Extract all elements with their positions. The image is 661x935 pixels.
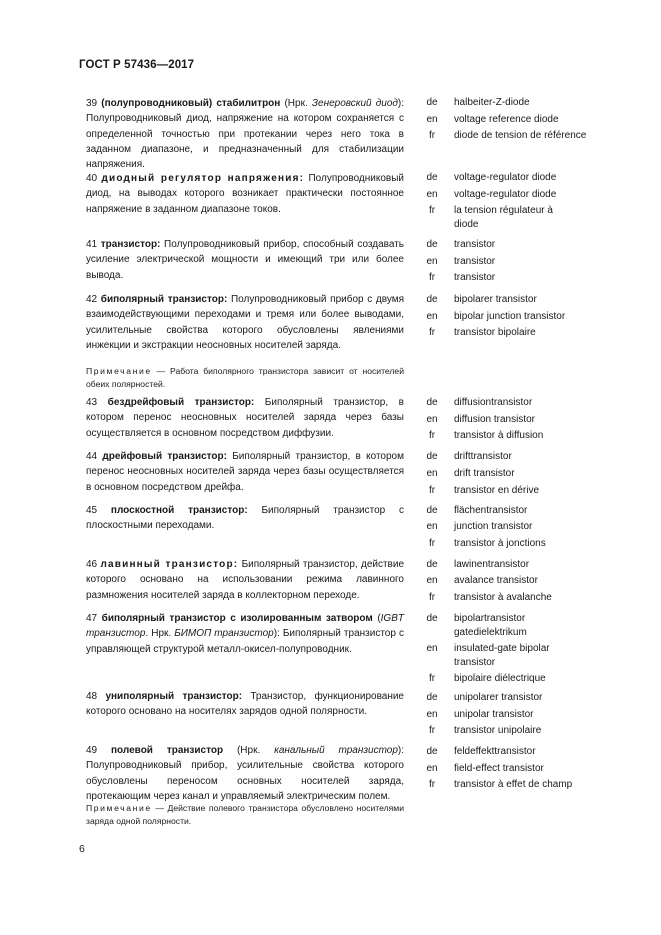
lang-code: de <box>426 397 438 408</box>
term-pre: (Нрк. <box>223 745 275 756</box>
term-title: плоскостной транзистор: <box>110 505 248 516</box>
term-title: униполярный транзистор: <box>105 691 243 702</box>
term-synonym-2: БИМОП транзистор <box>174 628 274 640</box>
term-number: 40 <box>86 173 98 184</box>
term-definition: Биполярный транзистор, действие которого основано на использовании режима лавинного размножения носителей заряда в коллекторном переходе. <box>86 559 405 601</box>
note-42 <box>86 365 404 391</box>
lang-code: de <box>426 613 438 624</box>
translation-text: transistor <box>454 272 496 283</box>
translation-text: transistor à diffusion <box>454 430 544 441</box>
lang-code: de <box>426 746 438 757</box>
lang-code: fr <box>428 130 436 141</box>
term-title: дрейфовый транзистор: <box>102 451 227 462</box>
term-entry-47 <box>86 611 404 657</box>
term-definition: Полупроводниковый прибор, способный создавать усиление электрической мощности и имеющий три или более вывода. <box>86 239 405 281</box>
term-definition: Биполярный транзистор с плоскостными переходами. <box>86 505 405 532</box>
lang-code: fr <box>428 272 436 283</box>
translation-text: voltage-regulator diode <box>454 172 557 183</box>
term-title: лавинный транзистор: <box>100 559 239 570</box>
translation-text: transistor en dérive <box>454 485 540 496</box>
term-entry-43 <box>86 395 404 441</box>
translation-text: la tension régulateur à diode <box>454 205 553 230</box>
lang-code: de <box>426 451 438 462</box>
lang-code: en <box>426 643 438 654</box>
term-synonym: канальный транзистор <box>274 745 398 756</box>
term-entry-39 <box>86 96 404 172</box>
translation-text: bipolartransistor gatedielektrikum <box>454 613 527 638</box>
term-title: (полупроводниковый) стабилитрон <box>101 98 281 109</box>
translation-text: diode de tension de référence <box>454 130 587 141</box>
term-definition: Биполярный транзистор, в котором перенос неосновных носителей заряда через базы осуществляется в основном посредством дрейфа. <box>86 451 404 493</box>
translation-text: diffusion transistor <box>454 414 535 425</box>
page-number: 6 <box>79 843 85 855</box>
term-number: 41 <box>86 239 98 250</box>
lang-code: fr <box>428 725 436 736</box>
translation-text: lawinentransistor <box>454 559 530 570</box>
lang-code: en <box>426 763 438 774</box>
translation-text: bipolar junction transistor <box>454 311 566 322</box>
lang-code: en <box>426 575 438 586</box>
term-definition: Биполярный транзистор, в котором перенос неосновных носителей заряда через базы осуществляется в основном посредством диффузии. <box>86 397 404 439</box>
lang-code: en <box>426 709 438 720</box>
term-entry-42 <box>86 292 404 353</box>
translation-text: transistor à effet de champ <box>454 779 573 790</box>
translation-text: drift transistor <box>454 468 515 479</box>
translation-text: unipolarer transistor <box>454 692 543 703</box>
term-pre: ( <box>372 613 381 624</box>
lang-code: fr <box>428 485 436 496</box>
term-entry-48 <box>86 689 404 720</box>
note-label: Примечание <box>86 803 152 813</box>
translation-text: feldeffekttransistor <box>454 746 536 757</box>
translation-text: junction transistor <box>454 521 533 532</box>
translation-text: avalance transistor <box>454 575 538 586</box>
translation-text: bipolarer transistor <box>454 294 537 305</box>
translation-text: transistor unipolaire <box>454 725 542 736</box>
note-text: — Действие полевого транзистора обусловлено носителями заряда одной полярности. <box>86 803 404 826</box>
translation-text: voltage-regulator diode <box>454 189 557 200</box>
term-number: 42 <box>86 294 98 305</box>
translation-text: transistor bipolaire <box>454 327 536 338</box>
term-title: транзистор: <box>100 239 161 250</box>
lang-code: fr <box>428 592 436 603</box>
term-mid: . Нрк. <box>145 628 175 640</box>
term-synonym: Зенеровский диод <box>311 98 398 109</box>
term-entry-45 <box>86 503 404 534</box>
lang-code: fr <box>428 538 436 549</box>
term-definition: Полупроводниковый диод, на выводах которого возникает практически постоянное напряжение в заданном диапазоне токов. <box>86 173 404 215</box>
term-number: 46 <box>86 559 98 570</box>
term-number: 39 <box>86 98 98 109</box>
lang-code: fr <box>428 205 436 216</box>
lang-code: fr <box>428 327 436 338</box>
translation-text: transistor à jonctions <box>454 538 546 549</box>
lang-code: en <box>426 468 438 479</box>
translation-text: field-effect transistor <box>454 763 544 774</box>
term-definition: Полупроводниковый прибор с двумя взаимодействующими переходами и тремя или более выводами, усилительные свойства которого обусловлены явлениями инжекции и экстракции неосновных носителей заряда. <box>86 294 405 351</box>
term-entry-41 <box>86 237 404 283</box>
term-number: 43 <box>86 397 98 408</box>
term-title: биполярный транзистор с изолированным затвором <box>101 613 373 624</box>
term-definition: Транзистор, функционирование которого основано на носителях зарядов одной полярности. <box>86 691 404 718</box>
lang-code: fr <box>428 779 436 790</box>
translation-text: voltage reference diode <box>454 114 559 125</box>
term-definition: ): Полупроводниковый диод, напряжение на котором сохраняется с определенной точностью при протекании через него тока в заданном диапазоне, и предназначенный для стабилизации напряжения. <box>86 98 405 171</box>
note-text: — Работа биполярного транзистора зависит от носителей обеих полярностей. <box>86 366 404 389</box>
term-title: диодный регулятор напряжения: <box>101 173 305 184</box>
lang-code: en <box>426 311 438 322</box>
lang-code: fr <box>428 673 436 684</box>
translation-text: unipolar transistor <box>454 709 534 720</box>
translation-text: transistor à avalanche <box>454 592 552 603</box>
term-definition: ): Полупроводниковый прибор, усилительные свойства которого обусловлены переносом основных носителей заряда, протекающим через канал и управляемый электрическим полем. <box>86 745 405 802</box>
term-entry-49 <box>86 743 404 804</box>
term-entry-46 <box>86 557 404 603</box>
term-synonym: IGBT транзистор <box>86 613 404 640</box>
term-number: 44 <box>86 451 98 462</box>
lang-code: en <box>426 521 438 532</box>
term-number: 48 <box>86 691 98 702</box>
translation-text: transistor <box>454 239 496 250</box>
lang-code: de <box>426 692 438 703</box>
translation-text: insulated-gate bipolar transistor <box>454 643 550 668</box>
translation-text: drifttransistor <box>454 451 512 462</box>
lang-code: de <box>426 172 438 183</box>
lang-code: en <box>426 189 438 200</box>
note-49 <box>86 802 404 828</box>
term-title: биполярный транзистор: <box>100 294 228 305</box>
term-title: бездрейфовый транзистор: <box>107 397 255 408</box>
note-label: Примечание <box>86 366 152 376</box>
lang-code: en <box>426 114 438 125</box>
lang-code: de <box>426 239 438 250</box>
term-number: 49 <box>86 745 98 756</box>
term-number: 47 <box>86 613 98 624</box>
lang-code: en <box>426 256 438 267</box>
translation-text: transistor <box>454 256 496 267</box>
translation-text: flächentransistor <box>454 505 528 516</box>
lang-code: fr <box>428 430 436 441</box>
standard-header: ГОСТ Р 57436—2017 <box>79 59 195 71</box>
lang-code: de <box>426 559 438 570</box>
term-pre: (Нрк. <box>280 98 312 109</box>
lang-code: de <box>426 97 438 108</box>
translation-text: halbeiter-Z-diode <box>454 97 530 108</box>
term-title: полевой транзистор <box>111 745 224 756</box>
translation-text: diffusiontransistor <box>454 397 533 408</box>
lang-code: de <box>426 294 438 305</box>
term-definition: ): Биполярный транзистор с управляющей структурой металл-окисел-полупроводник. <box>86 628 404 655</box>
translation-text: bipolaire diélectrique <box>454 673 546 684</box>
lang-code: de <box>426 505 438 516</box>
lang-code: en <box>426 414 438 425</box>
term-entry-44 <box>86 449 404 495</box>
term-entry-40 <box>86 171 404 217</box>
term-number: 45 <box>86 505 98 516</box>
